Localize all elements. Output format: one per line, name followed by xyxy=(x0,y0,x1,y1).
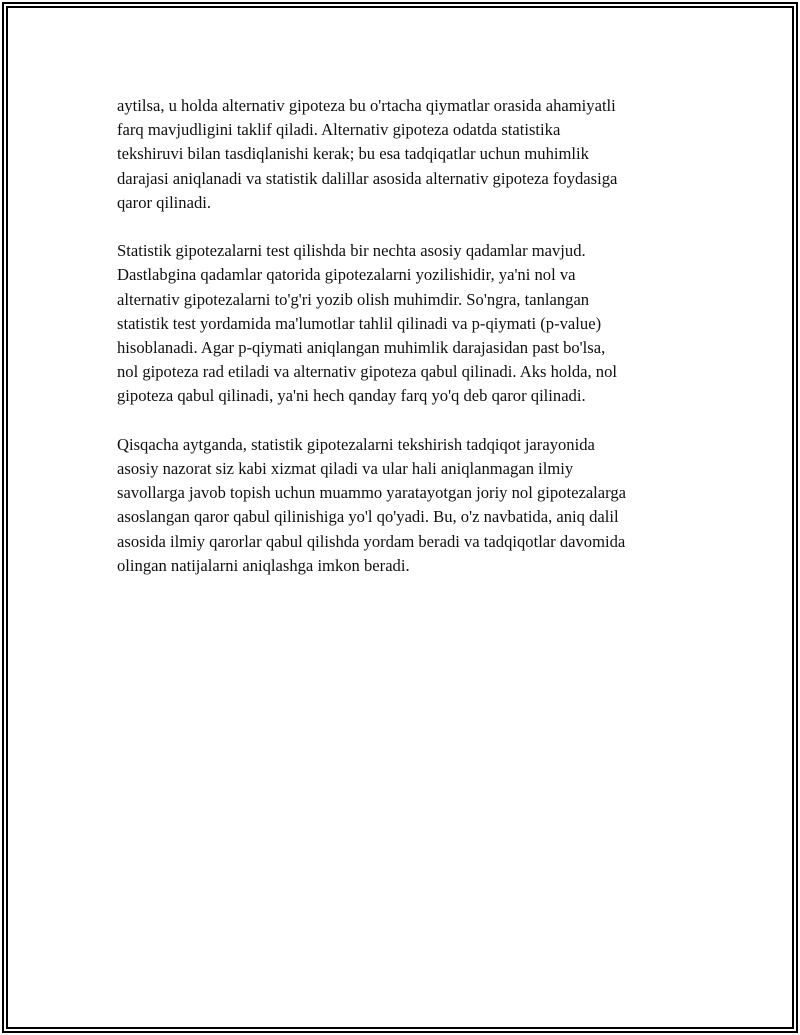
paragraph-alternative-hypothesis: aytilsa, u holda alternativ gipoteza bu o'rtacha qiymatlar orasida ahamiyatli farq mavjudligini taklif qiladi. Alternativ gipoteza odatda statistika tekshiruvi bilan tasdiqlanishi kerak; bu esa tadqiqatlar uchun muhimlik darajasi aniqlanadi va statistik dalillar asosida alternativ gipoteza foydasiga qaror qilinadi. xyxy=(117,96,618,212)
paragraph-testing-steps: Statistik gipotezalarni test qilishda bir nechta asosiy qadamlar mavjud. Dastlabgina qadamlar qatorida gipotezalarni yozilishidir, ya'ni nol va alternativ gipotezalarni to'g'ri yozib olish muhimdir. So'ngra, tanlangan statistik test yordamida ma'lumotlar tahlil qilinadi va p-qiymati (p-value) hisoblanadi. Agar p-qiymati aniqlangan muhimlik darajasidan past bo'lsa, nol gipoteza rad etiladi va alternativ gipoteza qabul qilinadi. Aks holda, nol gipoteza qabul qilinadi, ya'ni hech qanday farq yo'q deb qaror qilinadi. xyxy=(117,241,617,406)
document-body xyxy=(117,94,707,602)
paragraph-summary: Qisqacha aytganda, statistik gipotezalarni tekshirish tadqiqot jarayonida asosiy nazorat siz kabi xizmat qiladi va ular hali aniqlanmagan ilmiy savollarga javob topish uchun muammo yaratayotgan joriy nol gipotezalarga asoslangan qaror qabul qilinishiga yo'l qo'yadi. Bu, o'z navbatida, aniq dalil asosida ilmiy qarorlar qabul qilishda yordam beradi va tadqiqotlar davomida olingan natijalarni aniqlashga imkon beradi. xyxy=(117,434,627,575)
